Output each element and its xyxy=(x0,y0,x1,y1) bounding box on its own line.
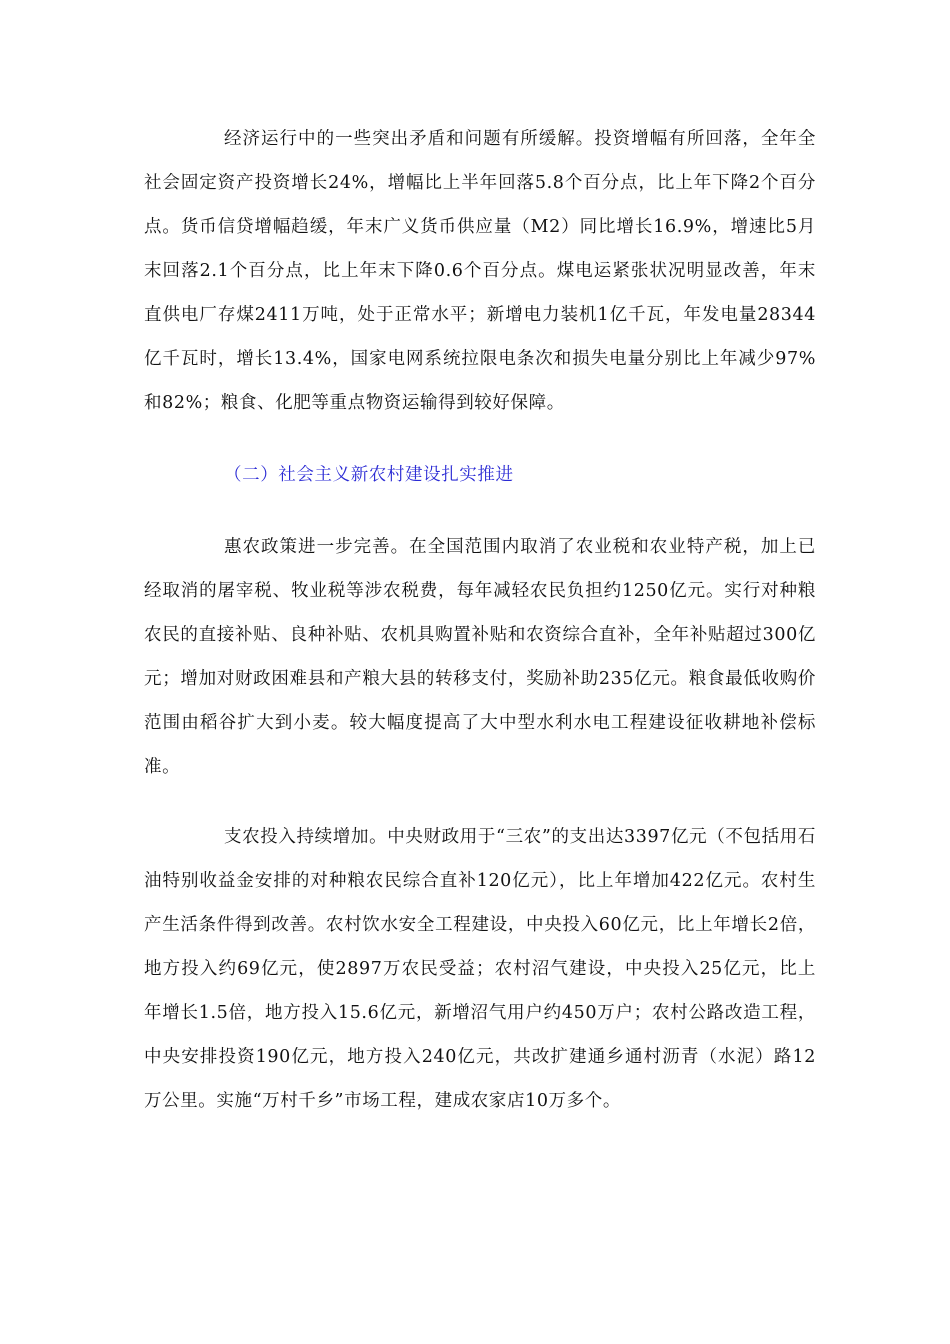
paragraph-agricultural-investment: 支农投入持续增加。中央财政用于“三农”的支出达3397亿元（不包括用石油特别收益金安排的对种粮农民综合直补120亿元），比上年增加422亿元。农村生产生活条件得到改善。农村饮水安全工程建设，中央投入60亿元，比上年增长2倍，地方投入约69亿元，使2897万农民受益；农村沼气建设，中央投入25亿元，比上年增长1.5倍，地方投入15.6亿元，新增沼气用户约450万户；农村公路改造工程，中央安排投资190亿元，地方投入240亿元，共改扩建通乡通村沥青（水泥）路12万公里。实施“万村千乡”市场工程，建成农家店10万多个。 xyxy=(144,827,816,1111)
paragraph-agricultural-policy: 惠农政策进一步完善。在全国范围内取消了农业税和农业特产税，加上已经取消的屠宰税、牧业税等涉农税费，每年减轻农民负担约1250亿元。实行对种粮农民的直接补贴、良种补贴、农机具购置补贴和农资综合直补，全年补贴超过300亿元；增加对财政困难县和产粮大县的转移支付，奖励补助235亿元。粮食最低收购价范围由稻谷扩大到小麦。较大幅度提高了大中型水利水电工程建设征收耕地补偿标准。 xyxy=(144,537,816,777)
paragraph-economic-operation: 经济运行中的一些突出矛盾和问题有所缓解。投资增幅有所回落，全年全社会固定资产投资增长24%，增幅比上半年回落5.8个百分点，比上年下降2个百分点。货币信贷增幅趋缓，年末广义货币供应量（M2）同比增长16.9%，增速比5月末回落2.1个百分点，比上年末下降0.6个百分点。煤电运紧张状况明显改善，年末直供电厂存煤2411万吨，处于正常水平；新增电力装机1亿千瓦，年发电量28344亿千瓦时，增长13.4%，国家电网系统拉限电条次和损失电量分别比上年减少97%和82%；粮食、化肥等重点物资运输得到较好保障。 xyxy=(144,129,816,413)
spacer xyxy=(144,497,816,525)
spacer xyxy=(144,789,816,815)
document-page xyxy=(144,117,816,1123)
section-heading: （二）社会主义新农村建设扎实推进 xyxy=(224,465,514,485)
spacer xyxy=(144,425,816,453)
